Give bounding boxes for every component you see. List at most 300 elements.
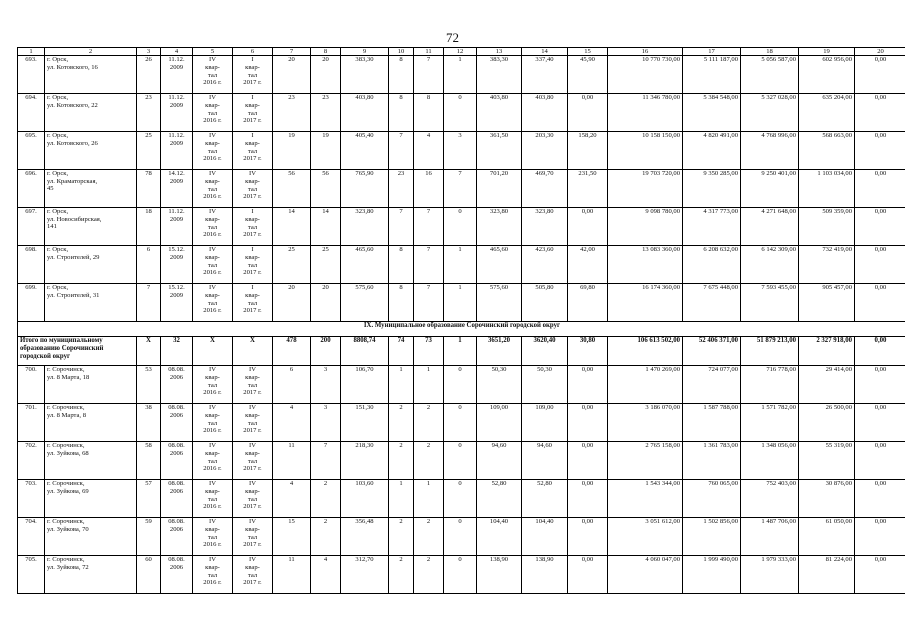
value-cell: 323,80 — [341, 208, 389, 246]
doc-number-cell: 38 — [137, 404, 161, 442]
value-cell: 109,00 — [522, 404, 568, 442]
column-number: 19 — [799, 48, 855, 56]
value-cell: 4 — [311, 556, 341, 594]
page-number: 72 — [446, 30, 459, 45]
value-cell: 11 — [273, 556, 311, 594]
address-cell: г. Сорочинск, ул. Зуйкова, 72 — [45, 556, 137, 594]
total-label: Итого по муниципальному образованию Сорочинский городской округ — [18, 337, 137, 366]
value-cell: 69,80 — [568, 284, 608, 322]
doc-number-cell: 7 — [137, 284, 161, 322]
value-cell: 8 — [389, 94, 414, 132]
value-cell: 0,00 — [855, 556, 905, 594]
date-cell: 15.12. 2009 — [161, 246, 193, 284]
value-cell: 635 204,00 — [799, 94, 855, 132]
value-cell: 7 — [414, 56, 444, 94]
value-cell: 7 — [414, 284, 444, 322]
start-period-cell: IV квар- тал 2016 г. — [193, 518, 233, 556]
date-cell: 15.12. 2009 — [161, 284, 193, 322]
value-cell: 9 098 780,00 — [608, 208, 683, 246]
column-number: 8 — [311, 48, 341, 56]
value-cell: 752 403,00 — [741, 480, 799, 518]
end-period-cell: IV квар- тал 2017 г. — [233, 366, 273, 404]
value-cell: 602 956,00 — [799, 56, 855, 94]
value-cell: 356,48 — [341, 518, 389, 556]
value-cell: 2 — [414, 404, 444, 442]
total-value-cell: 8808,74 — [341, 337, 389, 366]
value-cell: 716 778,00 — [741, 366, 799, 404]
date-cell: 14.12. 2009 — [161, 170, 193, 208]
total-value-cell: 106 613 502,00 — [608, 337, 683, 366]
value-cell: 42,00 — [568, 246, 608, 284]
value-cell: 383,30 — [341, 56, 389, 94]
table-row — [18, 442, 905, 480]
doc-number-cell: 58 — [137, 442, 161, 480]
value-cell: 50,30 — [477, 366, 522, 404]
value-cell: 15 — [273, 518, 311, 556]
value-cell: 13 083 360,00 — [608, 246, 683, 284]
table-row — [18, 518, 905, 556]
value-cell: 52,80 — [477, 480, 522, 518]
value-cell: 405,40 — [341, 132, 389, 170]
value-cell: 9 250 401,00 — [741, 170, 799, 208]
column-number: 2 — [45, 48, 137, 56]
date-cell: 11.12. 2009 — [161, 56, 193, 94]
total-value-cell: X — [137, 337, 161, 366]
value-cell: 0 — [444, 518, 477, 556]
value-cell: 1 571 782,00 — [741, 404, 799, 442]
row-number: 699. — [18, 284, 45, 322]
value-cell: 2 — [389, 404, 414, 442]
address-cell: г. Орск, ул. Строителей, 31 — [45, 284, 137, 322]
value-cell: 1 — [414, 480, 444, 518]
doc-number-cell: 57 — [137, 480, 161, 518]
address-cell: г. Орск, ул. Строителей, 29 — [45, 246, 137, 284]
value-cell: 2 — [414, 442, 444, 480]
row-number: 702. — [18, 442, 45, 480]
total-value-cell: X — [193, 337, 233, 366]
date-cell: 08.08. 2006 — [161, 404, 193, 442]
row-number: 701. — [18, 404, 45, 442]
value-cell: 1 — [444, 246, 477, 284]
table-row — [18, 404, 905, 442]
value-cell: 1 999 490,00 — [683, 556, 741, 594]
row-number: 698. — [18, 246, 45, 284]
date-cell: 08.08. 2006 — [161, 556, 193, 594]
value-cell: 16 — [414, 170, 444, 208]
value-cell: 0,00 — [568, 442, 608, 480]
value-cell: 26 500,00 — [799, 404, 855, 442]
address-cell: г. Сорочинск, ул. Зуйкова, 68 — [45, 442, 137, 480]
column-number: 3 — [137, 48, 161, 56]
column-number: 13 — [477, 48, 522, 56]
start-period-cell: IV квар- тал 2016 г. — [193, 208, 233, 246]
value-cell: 4 — [273, 404, 311, 442]
value-cell: 1 487 706,00 — [741, 518, 799, 556]
table-row — [18, 94, 905, 132]
row-number: 703. — [18, 480, 45, 518]
value-cell: 0,00 — [568, 480, 608, 518]
value-cell: 8 — [414, 94, 444, 132]
value-cell: 2 — [414, 518, 444, 556]
doc-number-cell: 18 — [137, 208, 161, 246]
value-cell: 1 502 856,00 — [683, 518, 741, 556]
end-period-cell: I квар- тал 2017 г. — [233, 56, 273, 94]
value-cell: 19 — [273, 132, 311, 170]
value-cell: 1 — [444, 284, 477, 322]
value-cell: 19 — [311, 132, 341, 170]
value-cell: 23 — [311, 94, 341, 132]
value-cell: 465,60 — [477, 246, 522, 284]
value-cell: 4 060 047,00 — [608, 556, 683, 594]
doc-number-cell: 25 — [137, 132, 161, 170]
column-number: 5 — [193, 48, 233, 56]
total-value-cell: 3651,20 — [477, 337, 522, 366]
value-cell: 0 — [444, 208, 477, 246]
value-cell: 20 — [311, 284, 341, 322]
value-cell: 0,00 — [855, 284, 905, 322]
row-number: 695. — [18, 132, 45, 170]
value-cell: 0,00 — [855, 246, 905, 284]
address-cell: г. Орск, ул. Краматорская, 45 — [45, 170, 137, 208]
start-period-cell: IV квар- тал 2016 г. — [193, 556, 233, 594]
address-cell: г. Орск, ул. Новосибирская, 141 — [45, 208, 137, 246]
value-cell: 1 361 783,00 — [683, 442, 741, 480]
value-cell: 7 — [414, 208, 444, 246]
value-cell: 7 — [389, 132, 414, 170]
row-number: 694. — [18, 94, 45, 132]
date-cell: 11.12. 2009 — [161, 208, 193, 246]
value-cell: 2 — [311, 480, 341, 518]
start-period-cell: IV квар- тал 2016 г. — [193, 56, 233, 94]
value-cell: 465,60 — [341, 246, 389, 284]
column-number: 18 — [741, 48, 799, 56]
table-row — [18, 170, 905, 208]
value-cell: 8 — [389, 56, 414, 94]
value-cell: 1 — [414, 366, 444, 404]
total-row — [18, 337, 905, 366]
value-cell: 29 414,00 — [799, 366, 855, 404]
section-title: IX. Муниципальное образование Сорочинский городской округ — [18, 322, 905, 337]
value-cell: 103,60 — [341, 480, 389, 518]
value-cell: 905 457,00 — [799, 284, 855, 322]
start-period-cell: IV квар- тал 2016 г. — [193, 246, 233, 284]
value-cell: 0,00 — [568, 366, 608, 404]
column-number: 17 — [683, 48, 741, 56]
value-cell: 55 319,00 — [799, 442, 855, 480]
value-cell: 3 — [311, 366, 341, 404]
date-cell: 11.12. 2009 — [161, 132, 193, 170]
total-value-cell: 0,00 — [855, 337, 905, 366]
start-period-cell: IV квар- тал 2016 г. — [193, 442, 233, 480]
value-cell: 0 — [444, 404, 477, 442]
end-period-cell: IV квар- тал 2017 г. — [233, 170, 273, 208]
value-cell: 25 — [311, 246, 341, 284]
table-row — [18, 132, 905, 170]
value-cell: 7 — [414, 246, 444, 284]
date-cell: 11.12. 2009 — [161, 94, 193, 132]
value-cell: 20 — [273, 284, 311, 322]
value-cell: 158,20 — [568, 132, 608, 170]
value-cell: 7 593 455,00 — [741, 284, 799, 322]
value-cell: 94,60 — [477, 442, 522, 480]
value-cell: 403,80 — [477, 94, 522, 132]
start-period-cell: IV квар- тал 2016 г. — [193, 94, 233, 132]
column-number: 12 — [444, 48, 477, 56]
value-cell: 423,60 — [522, 246, 568, 284]
value-cell: 3 186 070,00 — [608, 404, 683, 442]
value-cell: 2 — [389, 556, 414, 594]
value-cell: 337,40 — [522, 56, 568, 94]
value-cell: 104,40 — [522, 518, 568, 556]
value-cell: 6 142 309,00 — [741, 246, 799, 284]
date-cell: 08.08. 2006 — [161, 366, 193, 404]
value-cell: 203,30 — [522, 132, 568, 170]
value-cell: 403,80 — [341, 94, 389, 132]
value-cell: 0,00 — [855, 480, 905, 518]
value-cell: 19 703 720,00 — [608, 170, 683, 208]
start-period-cell: IV квар- тал 2016 г. — [193, 132, 233, 170]
start-period-cell: IV квар- тал 2016 г. — [193, 170, 233, 208]
value-cell: 0,00 — [855, 132, 905, 170]
value-cell: 765,90 — [341, 170, 389, 208]
value-cell: 505,80 — [522, 284, 568, 322]
value-cell: 52,80 — [522, 480, 568, 518]
value-cell: 5 327 028,00 — [741, 94, 799, 132]
value-cell: 25 — [273, 246, 311, 284]
table-row — [18, 208, 905, 246]
value-cell: 5 384 548,00 — [683, 94, 741, 132]
start-period-cell: IV квар- тал 2016 г. — [193, 284, 233, 322]
total-value-cell: 32 — [161, 337, 193, 366]
value-cell: 403,80 — [522, 94, 568, 132]
end-period-cell: IV квар- тал 2017 г. — [233, 518, 273, 556]
value-cell: 1 470 269,00 — [608, 366, 683, 404]
address-cell: г. Орск, ул. Котовского, 16 — [45, 56, 137, 94]
row-number: 700. — [18, 366, 45, 404]
column-number: 14 — [522, 48, 568, 56]
value-cell: 7 675 448,00 — [683, 284, 741, 322]
value-cell: 56 — [311, 170, 341, 208]
column-number: 6 — [233, 48, 273, 56]
date-cell: 08.08. 2006 — [161, 480, 193, 518]
value-cell: 106,70 — [341, 366, 389, 404]
value-cell: 23 — [273, 94, 311, 132]
end-period-cell: IV квар- тал 2017 г. — [233, 404, 273, 442]
column-number: 10 — [389, 48, 414, 56]
total-value-cell: 1 — [444, 337, 477, 366]
value-cell: 0,00 — [568, 518, 608, 556]
value-cell: 0 — [444, 480, 477, 518]
value-cell: 312,70 — [341, 556, 389, 594]
value-cell: 2 — [389, 518, 414, 556]
value-cell: 11 — [273, 442, 311, 480]
value-cell: 0 — [444, 366, 477, 404]
row-number: 704. — [18, 518, 45, 556]
value-cell: 109,00 — [477, 404, 522, 442]
address-cell: г. Орск, ул. Котовского, 26 — [45, 132, 137, 170]
value-cell: 383,30 — [477, 56, 522, 94]
table-row — [18, 284, 905, 322]
column-number: 20 — [855, 48, 905, 56]
start-period-cell: IV квар- тал 2016 г. — [193, 404, 233, 442]
value-cell: 323,80 — [522, 208, 568, 246]
value-cell: 7 — [444, 170, 477, 208]
value-cell: 701,20 — [477, 170, 522, 208]
value-cell: 469,70 — [522, 170, 568, 208]
row-number: 693. — [18, 56, 45, 94]
value-cell: 0,00 — [855, 518, 905, 556]
column-number-row — [18, 48, 905, 56]
total-value-cell: 200 — [311, 337, 341, 366]
start-period-cell: IV квар- тал 2016 г. — [193, 480, 233, 518]
row-number: 696. — [18, 170, 45, 208]
value-cell: 23 — [389, 170, 414, 208]
value-cell: 1 — [444, 56, 477, 94]
address-cell: г. Сорочинск, ул. Зуйкова, 70 — [45, 518, 137, 556]
value-cell: 2 — [389, 442, 414, 480]
total-value-cell: 3620,40 — [522, 337, 568, 366]
row-number: 705. — [18, 556, 45, 594]
value-cell: 1 348 056,00 — [741, 442, 799, 480]
table-row — [18, 556, 905, 594]
value-cell: 1 587 788,00 — [683, 404, 741, 442]
value-cell: 0 — [444, 442, 477, 480]
value-cell: 3 051 612,00 — [608, 518, 683, 556]
doc-number-cell: 59 — [137, 518, 161, 556]
value-cell: 3 — [311, 404, 341, 442]
value-cell: 1 543 344,00 — [608, 480, 683, 518]
value-cell: 10 158 150,00 — [608, 132, 683, 170]
value-cell: 3 — [444, 132, 477, 170]
address-cell: г. Сорочинск, ул. 8 Марта, 18 — [45, 366, 137, 404]
value-cell: 323,80 — [477, 208, 522, 246]
table-row — [18, 56, 905, 94]
value-cell: 724 077,00 — [683, 366, 741, 404]
value-cell: 0,00 — [568, 94, 608, 132]
total-value-cell: 73 — [414, 337, 444, 366]
value-cell: 20 — [273, 56, 311, 94]
section-heading-row — [18, 322, 905, 337]
value-cell: 81 224,00 — [799, 556, 855, 594]
doc-number-cell: 60 — [137, 556, 161, 594]
value-cell: 11 346 780,00 — [608, 94, 683, 132]
end-period-cell: I квар- тал 2017 г. — [233, 132, 273, 170]
value-cell: 218,30 — [341, 442, 389, 480]
end-period-cell: I квар- тал 2017 г. — [233, 246, 273, 284]
value-cell: 138,90 — [522, 556, 568, 594]
value-cell: 4 271 648,00 — [741, 208, 799, 246]
end-period-cell: IV квар- тал 2017 г. — [233, 442, 273, 480]
value-cell: 0,00 — [568, 208, 608, 246]
value-cell: 0,00 — [568, 404, 608, 442]
value-cell: 8 — [389, 246, 414, 284]
value-cell: 2 — [414, 556, 444, 594]
total-value-cell: 74 — [389, 337, 414, 366]
total-value-cell: 51 879 213,00 — [741, 337, 799, 366]
doc-number-cell: 53 — [137, 366, 161, 404]
value-cell: 4 — [414, 132, 444, 170]
value-cell: 231,50 — [568, 170, 608, 208]
end-period-cell: IV квар- тал 2017 г. — [233, 556, 273, 594]
value-cell: 20 — [311, 56, 341, 94]
value-cell: 14 — [273, 208, 311, 246]
value-cell: 732 419,00 — [799, 246, 855, 284]
value-cell: 151,30 — [341, 404, 389, 442]
value-cell: 7 — [311, 442, 341, 480]
value-cell: 0,00 — [855, 170, 905, 208]
doc-number-cell: 26 — [137, 56, 161, 94]
value-cell: 6 — [273, 366, 311, 404]
doc-number-cell: 6 — [137, 246, 161, 284]
housing-program-table — [17, 47, 905, 594]
value-cell: 0,00 — [855, 56, 905, 94]
end-period-cell: IV квар- тал 2017 г. — [233, 480, 273, 518]
value-cell: 61 050,00 — [799, 518, 855, 556]
value-cell: 6 208 632,00 — [683, 246, 741, 284]
value-cell: 4 768 996,00 — [741, 132, 799, 170]
address-cell: г. Орск, ул. Котовского, 22 — [45, 94, 137, 132]
column-number: 16 — [608, 48, 683, 56]
value-cell: 14 — [311, 208, 341, 246]
column-number: 1 — [18, 48, 45, 56]
value-cell: 0,00 — [855, 404, 905, 442]
doc-number-cell: 78 — [137, 170, 161, 208]
start-period-cell: IV квар- тал 2016 г. — [193, 366, 233, 404]
column-number: 7 — [273, 48, 311, 56]
value-cell: 4 820 491,00 — [683, 132, 741, 170]
value-cell: 2 — [311, 518, 341, 556]
value-cell: 0,00 — [855, 94, 905, 132]
value-cell: 575,60 — [341, 284, 389, 322]
date-cell: 08.08. 2006 — [161, 518, 193, 556]
value-cell: 0 — [444, 556, 477, 594]
column-number: 4 — [161, 48, 193, 56]
total-value-cell: 30,80 — [568, 337, 608, 366]
column-number: 9 — [341, 48, 389, 56]
value-cell: 56 — [273, 170, 311, 208]
address-cell: г. Сорочинск, ул. Зуйкова, 69 — [45, 480, 137, 518]
total-value-cell: 52 406 371,00 — [683, 337, 741, 366]
value-cell: 1 — [389, 480, 414, 518]
end-period-cell: I квар- тал 2017 г. — [233, 284, 273, 322]
value-cell: 1 103 034,00 — [799, 170, 855, 208]
value-cell: 0,00 — [855, 366, 905, 404]
value-cell: 16 174 360,00 — [608, 284, 683, 322]
value-cell: 760 065,00 — [683, 480, 741, 518]
column-number: 11 — [414, 48, 444, 56]
value-cell: 2 765 158,00 — [608, 442, 683, 480]
value-cell: 5 056 587,00 — [741, 56, 799, 94]
value-cell: 9 350 285,00 — [683, 170, 741, 208]
value-cell: 1 979 333,00 — [741, 556, 799, 594]
value-cell: 50,30 — [522, 366, 568, 404]
value-cell: 1 — [389, 366, 414, 404]
value-cell: 509 359,00 — [799, 208, 855, 246]
total-value-cell: 478 — [273, 337, 311, 366]
value-cell: 10 770 730,00 — [608, 56, 683, 94]
value-cell: 4 — [273, 480, 311, 518]
end-period-cell: I квар- тал 2017 г. — [233, 94, 273, 132]
total-value-cell: X — [233, 337, 273, 366]
table-row — [18, 246, 905, 284]
value-cell: 8 — [389, 284, 414, 322]
doc-number-cell: 23 — [137, 94, 161, 132]
value-cell: 7 — [389, 208, 414, 246]
value-cell: 104,40 — [477, 518, 522, 556]
date-cell: 08.08. 2006 — [161, 442, 193, 480]
value-cell: 5 111 187,00 — [683, 56, 741, 94]
column-number: 15 — [568, 48, 608, 56]
